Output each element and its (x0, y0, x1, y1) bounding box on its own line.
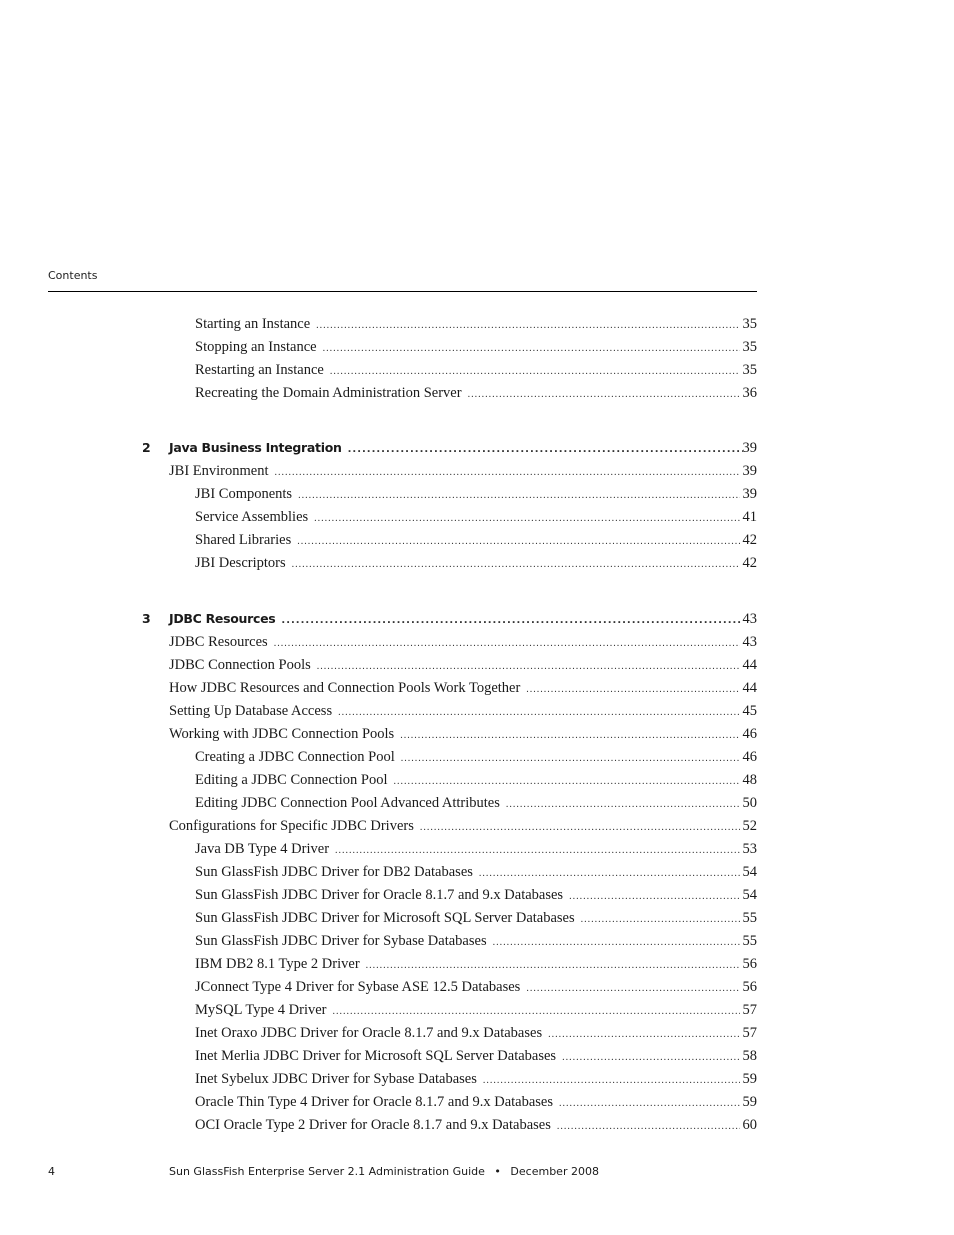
toc-entry[interactable] (195, 1093, 757, 1111)
dot-leader (493, 934, 740, 952)
toc-entry-page: 55 (742, 910, 757, 926)
toc-entry-page: 56 (742, 979, 757, 995)
toc-chapter-title: Java Business Integration (169, 440, 342, 455)
toc-entry-page: 54 (742, 864, 757, 880)
toc-entry[interactable] (195, 315, 757, 333)
toc-entry-page: 56 (742, 956, 757, 972)
toc-entry-title: Inet Merlia JDBC Driver for Microsoft SQL Server Databases (195, 1048, 557, 1064)
toc-chapter-page: 43 (742, 611, 757, 627)
toc-entry-page: 50 (742, 795, 757, 811)
chapter-number: 3 (142, 611, 151, 626)
toc-entry-page: 44 (742, 657, 757, 673)
toc-entry[interactable] (195, 1001, 757, 1019)
toc-entry-page: 42 (742, 532, 757, 548)
dot-leader (506, 796, 740, 814)
dot-leader (420, 819, 740, 837)
dot-leader (557, 1118, 740, 1136)
footer-book-title (169, 1165, 599, 1178)
dot-leader (323, 340, 740, 358)
toc-entry-title: Editing JDBC Connection Pool Advanced Attributes (195, 795, 500, 811)
toc-entry-page: 59 (742, 1094, 757, 1110)
toc-entry[interactable] (169, 702, 757, 720)
toc-entry-title: Restarting an Instance (195, 362, 324, 378)
toc-entry[interactable] (195, 554, 757, 572)
dot-leader (569, 888, 739, 906)
dot-leader (274, 635, 740, 653)
toc-entry-page: 35 (742, 339, 757, 355)
toc-entry[interactable] (169, 462, 757, 480)
toc-chapter-java-business-integration[interactable] (169, 439, 757, 457)
dot-leader (348, 441, 743, 459)
toc-entry-page: 55 (742, 933, 757, 949)
toc-entry-title: JBI Environment (169, 463, 269, 479)
toc-entry-page: 35 (742, 362, 757, 378)
toc-entry-page: 39 (742, 463, 757, 479)
running-header: Contents (48, 269, 98, 282)
toc-entry-title: Configurations for Specific JDBC Drivers (169, 818, 414, 834)
toc-entry[interactable] (195, 886, 757, 904)
toc-entry[interactable] (195, 794, 757, 812)
dot-leader (394, 773, 740, 791)
dot-leader (297, 533, 739, 551)
toc-entry[interactable] (169, 656, 757, 674)
toc-entry-page: 43 (742, 634, 757, 650)
dot-leader (338, 704, 739, 722)
footer-title-text: Sun GlassFish Enterprise Server 2.1 Administration Guide (169, 1165, 485, 1178)
toc-entry-page: 59 (742, 1071, 757, 1087)
toc-entry-title: JDBC Resources (169, 634, 268, 650)
toc-entry-page: 60 (742, 1117, 757, 1133)
toc-entry-title: OCI Oracle Type 2 Driver for Oracle 8.1.7 and 9.x Databases (195, 1117, 551, 1133)
toc-entry-title: Sun GlassFish JDBC Driver for Oracle 8.1.7 and 9.x Databases (195, 887, 564, 903)
dot-leader (314, 510, 739, 528)
dot-leader (468, 386, 740, 404)
header-rule (48, 291, 757, 292)
toc-entry[interactable] (195, 1116, 757, 1134)
toc-entry-title: JBI Descriptors (195, 555, 286, 571)
toc-entry-page: 54 (742, 887, 757, 903)
toc-entry[interactable] (195, 485, 757, 503)
toc-chapter-title: JDBC Resources (169, 611, 276, 626)
toc-entry-page: 57 (742, 1025, 757, 1041)
toc-entry-page: 58 (742, 1048, 757, 1064)
toc-entry-page: 44 (742, 680, 757, 696)
toc-entry[interactable] (195, 978, 757, 996)
dot-leader (317, 658, 740, 676)
toc-entry-title: Service Assemblies (195, 509, 309, 525)
toc-entry[interactable] (169, 817, 757, 835)
toc-entry[interactable] (195, 932, 757, 950)
dot-leader (298, 487, 739, 505)
dot-leader (526, 681, 739, 699)
toc-entry[interactable] (195, 955, 757, 973)
footer-page-number: 4 (48, 1165, 55, 1178)
toc-entry-title: How JDBC Resources and Connection Pools Work Together (169, 680, 521, 696)
dot-leader (548, 1026, 739, 1044)
toc-entry[interactable] (195, 863, 757, 881)
chapter-number: 2 (142, 440, 151, 455)
toc-entry-title: Recreating the Domain Administration Server (195, 385, 462, 401)
toc-entry-page: 48 (742, 772, 757, 788)
toc-entry-title: Sun GlassFish JDBC Driver for DB2 Databases (195, 864, 473, 880)
dot-leader (479, 865, 740, 883)
toc-entry[interactable] (195, 909, 757, 927)
toc-entry[interactable] (169, 633, 757, 651)
toc-entry[interactable] (169, 679, 757, 697)
toc-entry-title: JConnect Type 4 Driver for Sybase ASE 12.5 Databases (195, 979, 521, 995)
toc-entry-title: IBM DB2 8.1 Type 2 Driver (195, 956, 360, 972)
toc-chapter-jdbc-resources[interactable] (169, 610, 757, 628)
toc-entry-title: Editing a JDBC Connection Pool (195, 772, 388, 788)
toc-entry-page: 46 (742, 749, 757, 765)
toc-entry[interactable] (195, 748, 757, 766)
toc-entry-page: 41 (742, 509, 757, 525)
toc-entry[interactable] (195, 1047, 757, 1065)
toc-entry-page: 42 (742, 555, 757, 571)
toc-entry-title: JDBC Connection Pools (169, 657, 311, 673)
toc-entry-title: Creating a JDBC Connection Pool (195, 749, 395, 765)
dot-leader (559, 1095, 739, 1113)
dot-leader (581, 911, 740, 929)
dot-leader (274, 464, 739, 482)
dot-leader (281, 612, 742, 630)
toc-entry[interactable] (195, 508, 757, 526)
toc-entry-title: Starting an Instance (195, 316, 311, 332)
toc-entry-title: Sun GlassFish JDBC Driver for Microsoft SQL Server Databases (195, 910, 575, 926)
toc-entry-title: Inet Oraxo JDBC Driver for Oracle 8.1.7 and 9.x Databases (195, 1025, 543, 1041)
toc-entry-title: Setting Up Database Access (169, 703, 333, 719)
toc-entry-title: Oracle Thin Type 4 Driver for Oracle 8.1.7 and 9.x Databases (195, 1094, 554, 1110)
toc-entry-page: 53 (742, 841, 757, 857)
toc-entry-page: 35 (742, 316, 757, 332)
toc-entry-title: Sun GlassFish JDBC Driver for Sybase Databases (195, 933, 487, 949)
toc-entry[interactable] (195, 361, 757, 379)
toc-entry-page: 46 (742, 726, 757, 742)
toc-entry-page: 52 (742, 818, 757, 834)
toc-entry[interactable] (195, 771, 757, 789)
toc-entry-page: 45 (742, 703, 757, 719)
dot-leader (316, 317, 739, 335)
toc-entry[interactable] (169, 725, 757, 743)
toc-entry-title: Java DB Type 4 Driver (195, 841, 330, 857)
toc-entry[interactable] (195, 384, 757, 402)
dot-leader (330, 363, 740, 381)
toc-entry-title: Stopping an Instance (195, 339, 317, 355)
dot-leader (401, 750, 740, 768)
footer-separator: • (494, 1165, 501, 1178)
toc-entry[interactable] (195, 1024, 757, 1042)
toc-entry[interactable] (195, 531, 757, 549)
toc-entry[interactable] (195, 1070, 757, 1088)
toc-entry-title: Inet Sybelux JDBC Driver for Sybase Databases (195, 1071, 477, 1087)
dot-leader (562, 1049, 739, 1067)
footer-date: December 2008 (510, 1165, 599, 1178)
toc-entry-page: 57 (742, 1002, 757, 1018)
dot-leader (400, 727, 739, 745)
dot-leader (366, 957, 740, 975)
toc-chapter-page: 39 (742, 440, 757, 456)
toc-entry[interactable] (195, 840, 757, 858)
dot-leader (483, 1072, 740, 1090)
toc-entry-page: 36 (742, 385, 757, 401)
dot-leader (526, 980, 739, 998)
toc-entry[interactable] (195, 338, 757, 356)
toc-entry-title: JBI Components (195, 486, 293, 502)
toc-entry-title: Working with JDBC Connection Pools (169, 726, 395, 742)
dot-leader (292, 556, 740, 574)
toc-entry-title: Shared Libraries (195, 532, 292, 548)
dot-leader (335, 842, 739, 860)
toc-entry-page: 39 (742, 486, 757, 502)
toc-entry-title: MySQL Type 4 Driver (195, 1002, 327, 1018)
dot-leader (332, 1003, 739, 1021)
